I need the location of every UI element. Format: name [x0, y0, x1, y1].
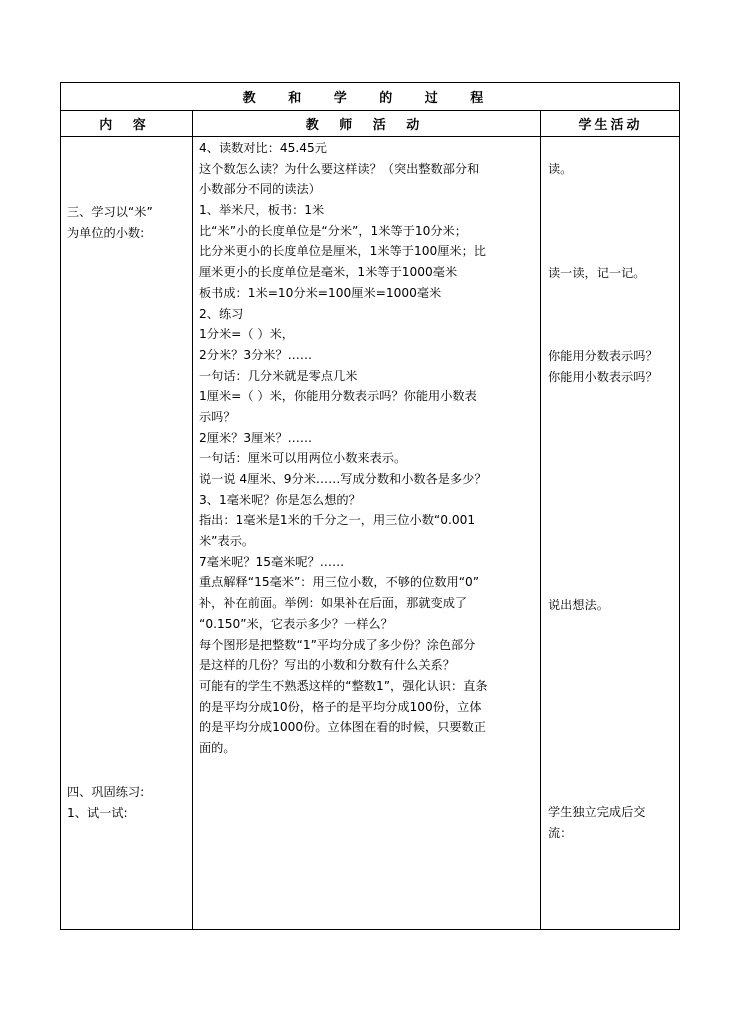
teacher-activity-line: 厘米更小的长度单位是毫米，1米等于1000毫米: [199, 265, 458, 280]
header-content: 内 容: [99, 118, 154, 133]
student-read: 读。: [548, 162, 573, 176]
teacher-activity-line: 面的。: [199, 740, 236, 755]
teacher-activity-line: 2厘米？3厘米？……: [199, 430, 313, 445]
teacher-activity-line: 每个图形是把整数“1”平均分成了多少份？涂色部分: [199, 637, 476, 652]
teacher-activity-line: 示吗？: [199, 409, 236, 424]
teacher-activity-line: 比分米更小的长度单位是厘米，1米等于100厘米；比: [199, 244, 486, 259]
content-section-3: [67, 202, 153, 243]
content-section-4: [67, 782, 144, 823]
teacher-activity-line: 1、举米尺，板书：1米: [199, 203, 325, 218]
student-exchange: [548, 802, 646, 843]
teacher-activity-line: 1分米=（ ）米，: [199, 327, 294, 342]
content-line: 为单位的小数:: [67, 225, 145, 240]
teacher-activity-line: 的是平均分成10份，格子的是平均分成100份，立体: [199, 699, 482, 714]
student-explain: 说出想法。: [548, 598, 609, 612]
teacher-activity-line: 4、读数对比：45.45元: [199, 141, 327, 155]
teacher-activity-line: 指出：1毫米是1米的千分之一，用三位小数“0.001: [199, 513, 476, 528]
student-line: 学生独立完成后交: [548, 805, 646, 819]
student-line: 你能用小数表示吗？: [548, 369, 658, 384]
teacher-activity-line: 是这样的几份？写出的小数和分数有什么关系？: [199, 658, 455, 673]
teacher-activity-line: 一句话：厘米可以用两位小数来表示。: [199, 451, 407, 466]
teacher-activity-line: 一句话：几分米就是零点几米: [199, 368, 358, 383]
teacher-activity-line: 1厘米=（ ）米，你能用分数表示吗？你能用小数表: [199, 389, 477, 404]
teacher-activity-line: 2分米？3分米？……: [199, 347, 313, 362]
teacher-activity-line: 这个数怎么读？为什么要这样读？（突出整数部分和: [199, 161, 480, 176]
header-teacher-activity: 教 师 活 动: [305, 118, 428, 133]
content-line: 1、试一试:: [67, 805, 128, 820]
teacher-activity-line: 可能有的学生不熟悉这样的“整数1”，强化认识：直条: [199, 678, 488, 693]
table-caption: 教 和 学 的 过 程: [242, 91, 498, 106]
student-read-remember: 读一读，记一记。: [548, 266, 646, 280]
student-line: 流：: [548, 825, 573, 840]
lesson-table: [60, 82, 680, 930]
teacher-activity-line: 小数部分不同的读法）: [199, 182, 321, 197]
teacher-activity-line: 补，补在前面。举例：如果补在后面，那就变成了: [199, 596, 468, 611]
teacher-activity-line: 7毫米呢？15毫米呢？……: [199, 554, 345, 569]
student-questions: [548, 346, 658, 387]
content-line: 三、学习以“米”: [67, 205, 153, 219]
teacher-activity-line: “0.150”米，它表示多少？一样么？: [199, 616, 393, 631]
teacher-activity-line: 的是平均分成1000份。立体图在看的时候，只要数正: [199, 720, 486, 735]
teacher-activity-line: 板书成：1米=10分米=100厘米=1000毫米: [199, 285, 442, 300]
column-divider: [540, 110, 541, 929]
teacher-activity-line: 2、练习: [199, 306, 244, 321]
teacher-activity-line: 说一说 4厘米、9分米……写成分数和小数各是多少？: [199, 472, 487, 486]
teacher-activity-line: 重点解释“15毫米”：用三位小数，不够的位数用“0”: [199, 575, 480, 590]
divider: [61, 136, 679, 137]
header-student-activity: 学生活动: [578, 118, 643, 133]
teacher-activity-line: 3、1毫米呢？你是怎么想的？: [199, 492, 361, 507]
teacher-activity-line: 米”表示。: [199, 534, 255, 549]
teacher-activity-column: [199, 138, 488, 759]
column-divider: [192, 110, 193, 929]
content-line: 四、巩固练习:: [67, 785, 145, 799]
teacher-activity-line: 比“米”小的长度单位是“分米”，1米等于10分米；: [199, 223, 467, 238]
student-line: 你能用分数表示吗？: [548, 349, 658, 363]
